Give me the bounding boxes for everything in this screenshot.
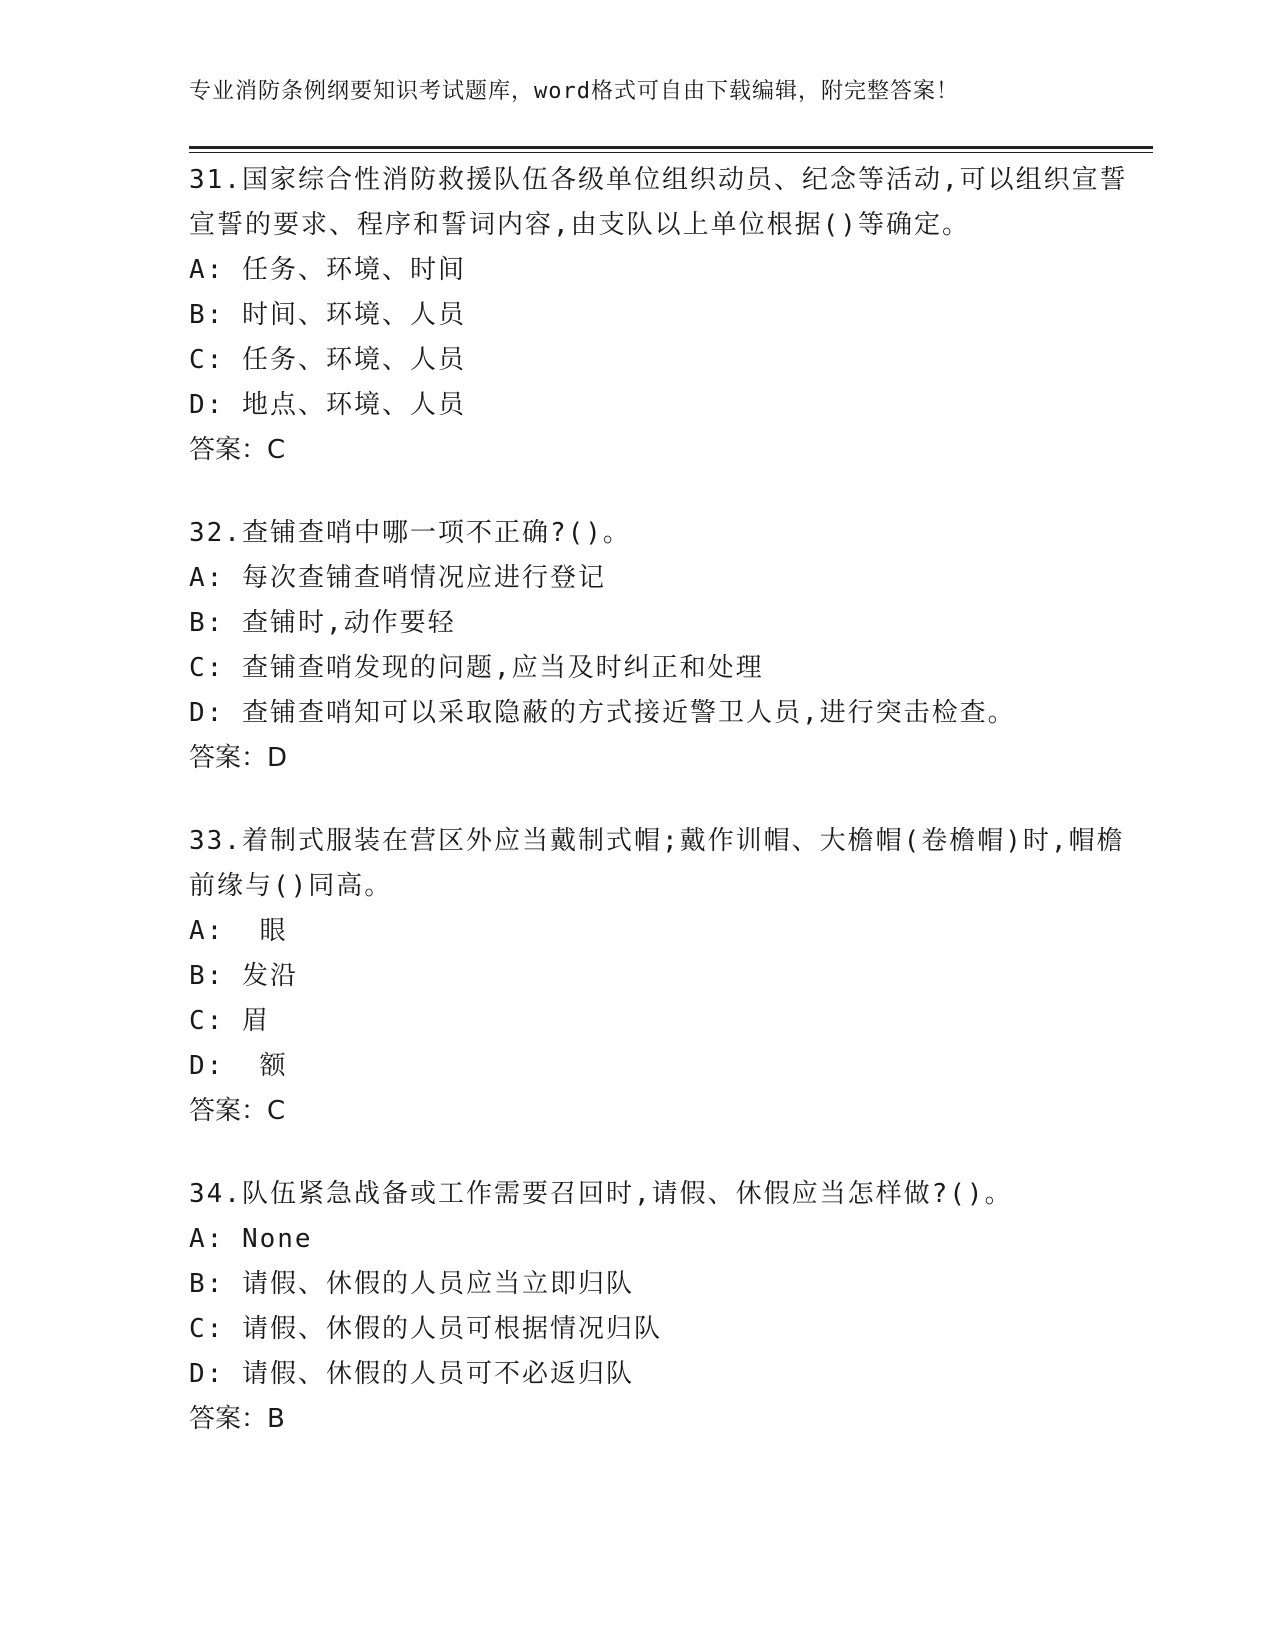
option-d: D: 请假、休假的人员可不必返归队 bbox=[189, 1359, 634, 1389]
option-a: A: 眼 bbox=[189, 916, 288, 946]
question-list bbox=[189, 158, 1129, 1480]
question-stem: 34.队伍紧急战备或工作需要召回时,请假、休假应当怎样做?()。 bbox=[189, 1179, 1013, 1209]
question-stem: 33.着制式服装在营区外应当戴制式帽;戴作训帽、大檐帽(卷檐帽)时,帽檐前缘与()同高。 bbox=[189, 826, 1125, 901]
option-d: D: 查铺查哨知可以采取隐蔽的方式接近警卫人员,进行突击检查。 bbox=[189, 698, 1016, 728]
option-c: C: 眉 bbox=[189, 1006, 270, 1036]
option-a: A: 任务、环境、时间 bbox=[189, 255, 466, 285]
option-b: B: 请假、休假的人员应当立即归队 bbox=[189, 1269, 634, 1299]
option-d: D: 额 bbox=[189, 1051, 288, 1081]
option-d: D: 地点、环境、人员 bbox=[189, 390, 466, 420]
question-34 bbox=[189, 1172, 1129, 1442]
question-32 bbox=[189, 511, 1129, 781]
option-b: B: 发沿 bbox=[189, 961, 298, 991]
option-a: A: 每次查铺查哨情况应进行登记 bbox=[189, 563, 606, 593]
question-31 bbox=[189, 158, 1129, 473]
question-stem: 32.查铺查哨中哪一项不正确?()。 bbox=[189, 518, 631, 548]
answer: 答案：D bbox=[189, 743, 288, 773]
option-c: C: 请假、休假的人员可根据情况归队 bbox=[189, 1314, 662, 1344]
option-c: C: 查铺查哨发现的问题,应当及时纠正和处理 bbox=[189, 653, 764, 683]
header-divider bbox=[189, 146, 1153, 153]
answer: 答案：B bbox=[189, 1404, 285, 1434]
option-a: A: None bbox=[189, 1224, 313, 1254]
answer: 答案：C bbox=[189, 1096, 286, 1126]
option-b: B: 时间、环境、人员 bbox=[189, 300, 466, 330]
question-33 bbox=[189, 819, 1129, 1134]
option-b: B: 查铺时,动作要轻 bbox=[189, 608, 456, 638]
answer: 答案：C bbox=[189, 435, 286, 465]
question-stem: 31.国家综合性消防救援队伍各级单位组织动员、纪念等活动,可以组织宣誓宣誓的要求、程序和誓词内容,由支队以上单位根据()等确定。 bbox=[189, 165, 1128, 240]
page-header: 专业消防条例纲要知识考试题库，word格式可自由下载编辑，附完整答案！ bbox=[189, 79, 959, 104]
option-c: C: 任务、环境、人员 bbox=[189, 345, 466, 375]
